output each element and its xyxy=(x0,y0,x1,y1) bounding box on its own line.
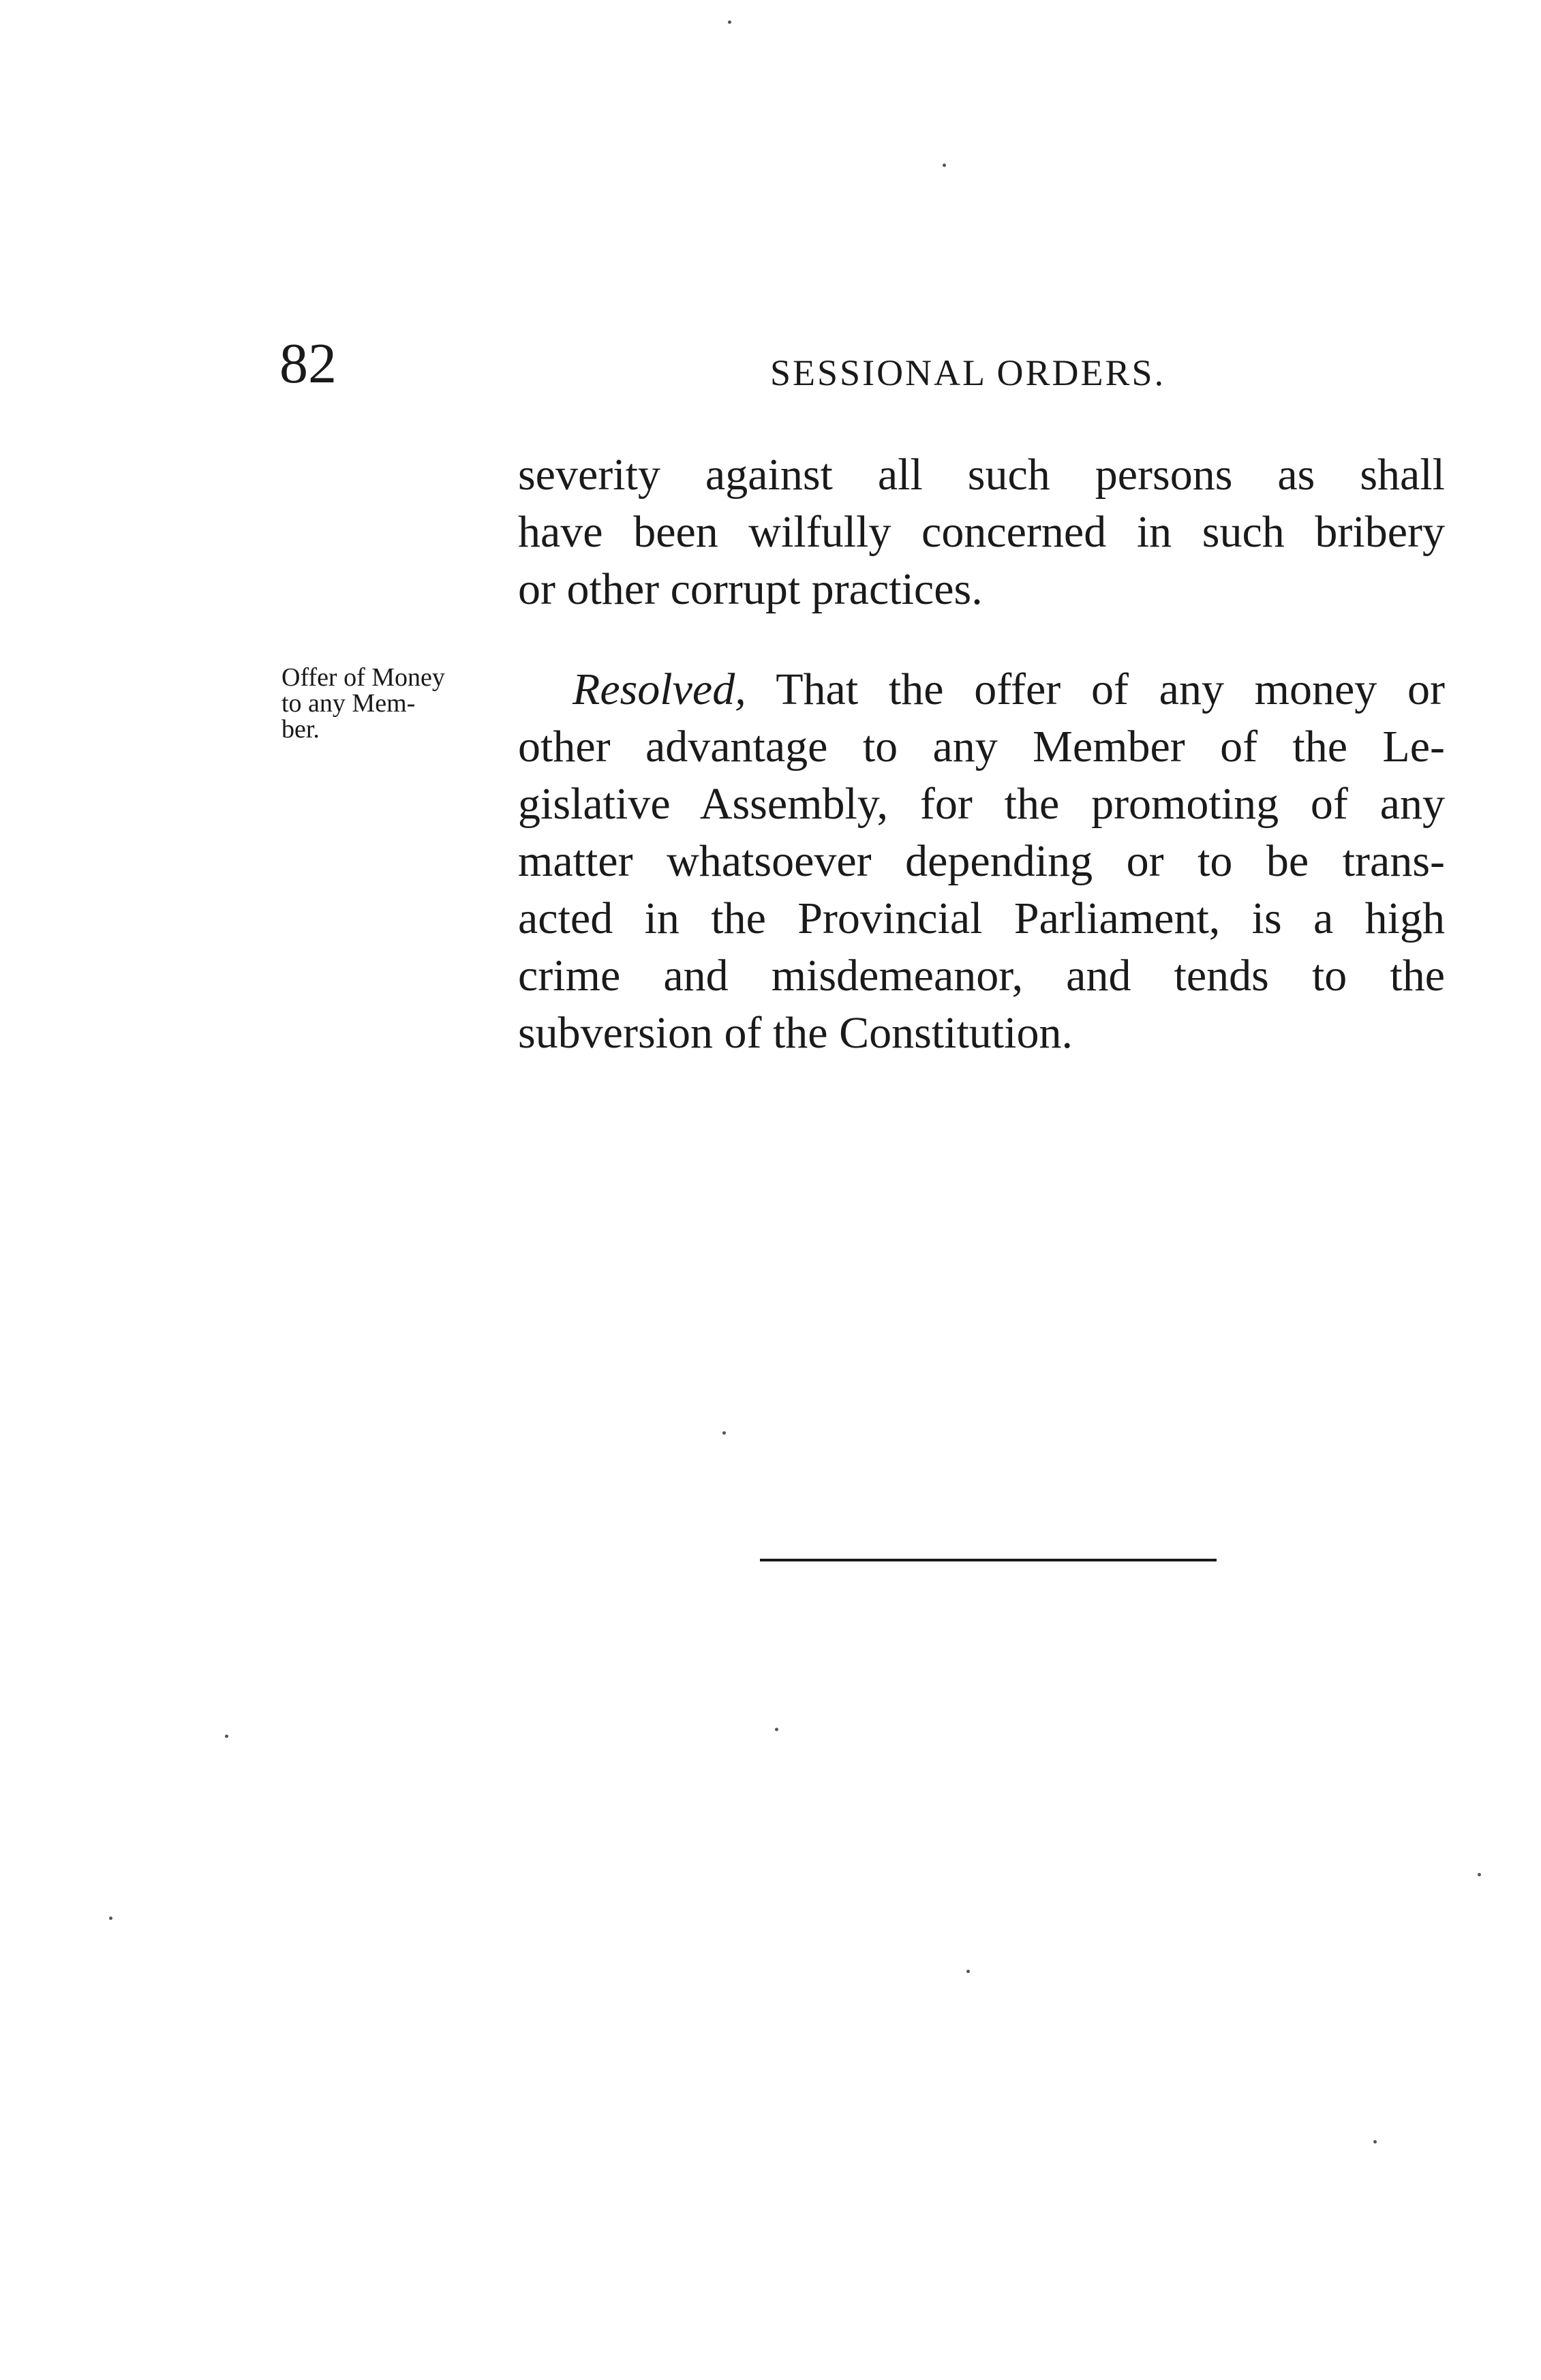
scan-speck xyxy=(728,20,731,24)
paragraph-line-rest: That the offer of any money or xyxy=(746,665,1445,714)
paragraph-line xyxy=(518,661,1445,718)
resolved-word: Resolved, xyxy=(573,665,746,714)
marginal-note-line: ber. xyxy=(281,715,320,744)
paragraph-line: acted in the Provincial Parliament, is a high xyxy=(518,894,1445,943)
paragraph-line: have been wilfully concerned in such bribery xyxy=(518,507,1445,557)
paragraph-line: or other corrupt practices. xyxy=(518,564,983,614)
resolution-paragraph xyxy=(518,661,1445,1062)
scan-speck xyxy=(1373,2140,1377,2143)
paragraph-line: severity against all such persons as shall xyxy=(518,450,1445,500)
paragraph-line: subversion of the Constitution. xyxy=(518,1008,1073,1058)
scan-speck xyxy=(775,1728,778,1731)
section-end-rule xyxy=(760,1559,1217,1561)
scan-speck xyxy=(722,1431,726,1435)
marginal-note xyxy=(281,665,500,742)
marginal-note-line: Offer of Money xyxy=(281,663,445,692)
running-title: SESSIONAL ORDERS. xyxy=(770,352,1166,393)
paragraph-continuation xyxy=(518,446,1445,618)
marginal-note-line: to any Mem- xyxy=(281,689,416,718)
scan-speck xyxy=(966,1970,970,1973)
scan-speck xyxy=(1478,1873,1481,1876)
paragraph-line: matter whatsoever depending or to be trans- xyxy=(518,836,1445,886)
page-number: 82 xyxy=(279,332,337,395)
scan-speck xyxy=(109,1917,112,1920)
scan-speck xyxy=(225,1735,228,1738)
paragraph-line: crime and misdemeanor, and tends to the xyxy=(518,951,1445,1001)
paragraph-line: gislative Assembly, for the promoting of any xyxy=(518,779,1445,829)
paragraph-line: other advantage to any Member of the Le- xyxy=(518,722,1445,772)
scan-speck xyxy=(943,164,946,167)
